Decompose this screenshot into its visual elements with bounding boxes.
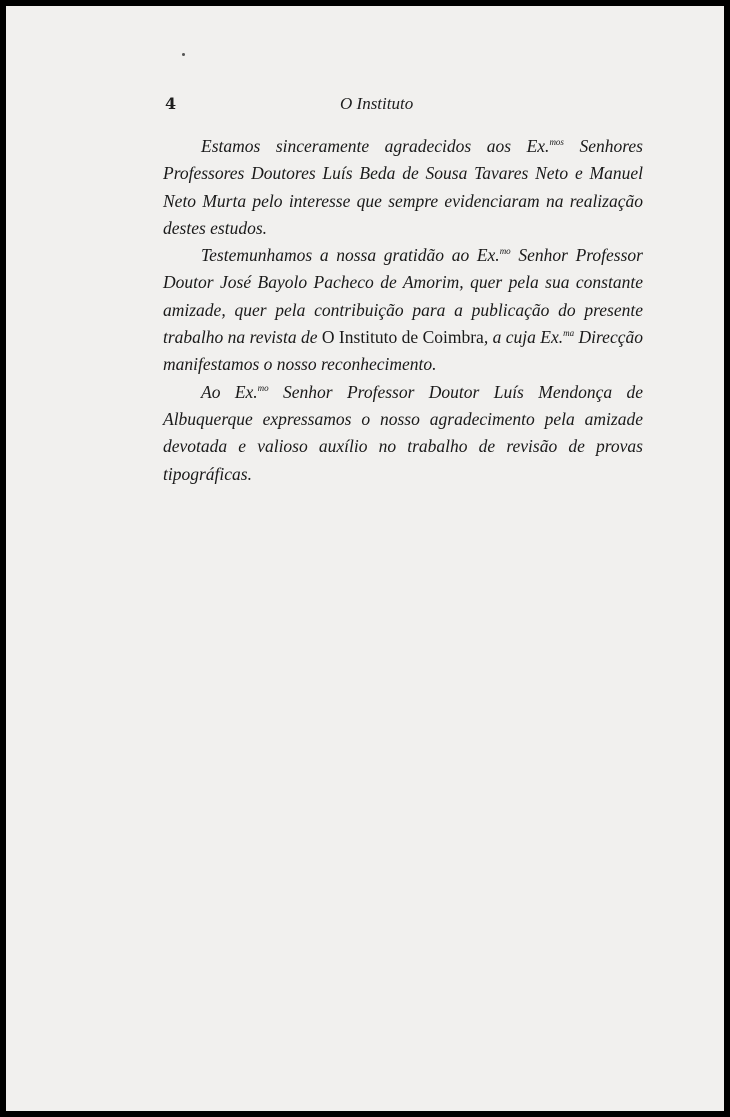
running-title: O Instituto (340, 94, 414, 113)
page-number: 4 (165, 94, 177, 113)
text-span: , a cuja Ex. (483, 327, 564, 348)
ink-speck (182, 53, 185, 56)
paragraph-acknowledgement-1 (163, 133, 643, 242)
superscript: mo (257, 382, 269, 393)
paragraph-acknowledgement-3 (163, 379, 643, 488)
superscript: ma (563, 328, 575, 339)
text-span: Ao Ex. (201, 381, 258, 402)
document-page (6, 6, 724, 1111)
text-span: Estamos sinceramente agradecidos aos Ex. (201, 136, 550, 156)
paragraph-acknowledgement-2 (163, 242, 643, 378)
superscript: mo (499, 246, 511, 257)
body-text (163, 133, 643, 488)
text-span: Senhor Professor Doutor Luís Mendonça de Albuquerque expressamos o nosso agradecimento pela amizade devotada e valioso auxílio no trabalho de revisão de provas tipográficas. (163, 381, 643, 484)
text-span: Senhores Professores Doutores Luís Beda de Sousa Tavares Neto e Manuel Neto Murta pelo interesse que sempre evidenciaram na realização destes estudos. (163, 136, 643, 238)
journal-name: O Instituto de Coimbra (321, 327, 484, 348)
text-span: Senhor Professor Doutor José Bayolo Pacheco de Amorim, quer pela sua constante amizade, quer pela contribuição para a publicação do presente trabalho na revista de (163, 245, 643, 348)
text-span: Direcção manifestamos o nosso reconhecimento. (163, 327, 643, 375)
superscript: mos (549, 137, 564, 147)
text-span: Testemunhamos a nossa gratidão ao Ex. (201, 245, 500, 266)
